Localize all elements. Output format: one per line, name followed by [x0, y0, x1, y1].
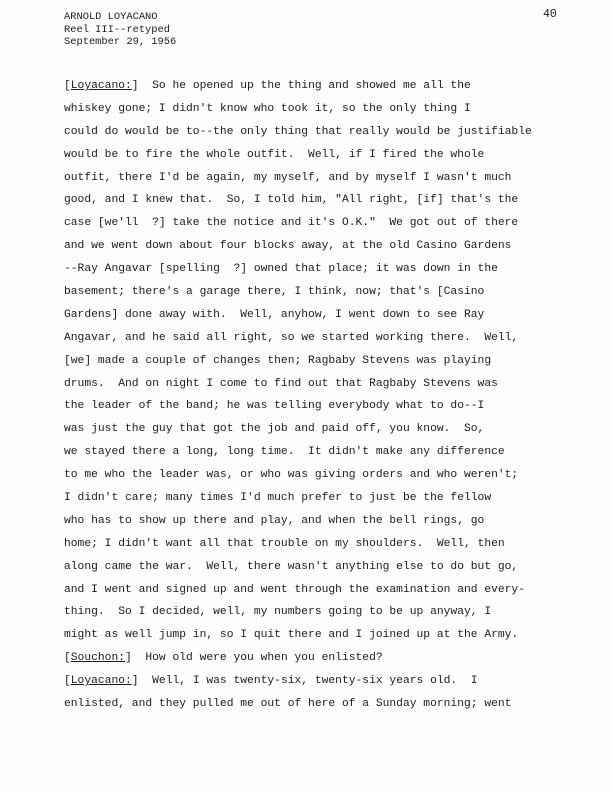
line-text: case [we'll ?] take the notice and it's O.K." We got out of there: [64, 217, 519, 230]
transcript-line: [64, 512, 600, 535]
speaker-label: Loyacano:: [70, 80, 132, 92]
transcript-line: [64, 375, 600, 398]
line-text: --Ray Angavar [spelling ?] owned that place; it was down in the: [64, 263, 498, 276]
transcript-line: [64, 466, 600, 489]
line-text: could do would be to--the only thing that really would be justifiable: [64, 125, 532, 138]
line-text: enlisted, and they pulled me out of here of a Sunday morning; went: [64, 698, 512, 711]
page-number: 40: [543, 8, 557, 21]
transcript-line: [64, 489, 600, 512]
line-text: outfit, there I'd be again, my myself, and by myself I wasn't much: [64, 171, 512, 184]
line-text: Well, I was twenty-six, twenty-six years old. I: [152, 675, 478, 688]
transcript-line: [64, 535, 600, 558]
speaker-bracket: [: [64, 675, 71, 688]
line-text: along came the war. Well, there wasn't anything else to do but go,: [64, 560, 519, 573]
line-text: would be to fire the whole outfit. Well, if I fired the whole: [64, 148, 485, 161]
line-text: and I went and signed up and went through the examination and every-: [64, 583, 525, 596]
line-text: whiskey gone; I didn't know who took it, so the only thing I: [64, 102, 471, 115]
transcript-line: [64, 283, 600, 306]
line-text: I didn't care; many times I'd much prefer to just be the fellow: [64, 492, 492, 505]
line-text: we stayed there a long, long time. It didn't make any difference: [64, 446, 505, 459]
line-text: who has to show up there and play, and when the bell rings, go: [64, 514, 485, 527]
document-header: [64, 11, 176, 49]
reel-label: Reel III--retyped: [64, 23, 171, 36]
transcript-line: [64, 237, 600, 260]
speaker-label: Loyacano:: [70, 675, 132, 688]
speaker-bracket: ]: [125, 652, 146, 665]
speaker-bracket: ]: [131, 80, 153, 92]
line-text: thing. So I decided, well, my numbers going to be up anyway, I: [64, 606, 492, 619]
transcript-line: [64, 558, 600, 581]
line-text: [we] made a couple of changes then; Ragbaby Stevens was playing: [64, 354, 492, 367]
line-text: Gardens] done away with. Well, anyhow, I went down to see Ray: [64, 308, 485, 321]
transcript-line: [64, 443, 600, 466]
transcript-line: [64, 77, 600, 100]
line-text: How old were you when you enlisted?: [145, 652, 383, 665]
speaker-bracket: [: [64, 652, 71, 665]
interviewee-name: ARNOLD LOYACANO: [64, 11, 158, 23]
transcript-line: [64, 329, 600, 352]
speaker-bracket: [: [64, 80, 71, 92]
transcript-line: [64, 420, 600, 443]
transcript-body: [64, 77, 600, 718]
transcript-line: [64, 695, 600, 718]
line-text: drums. And on night I come to find out that Ragbaby Stevens was: [64, 377, 498, 390]
line-text: good, and I knew that. So, I told him, "All right, [if] that's the: [64, 194, 519, 207]
transcript-line: [64, 146, 600, 169]
transcript-line: [64, 672, 600, 695]
line-text: So he opened up the thing and showed me all the: [152, 80, 471, 92]
speaker-bracket: ]: [131, 675, 153, 688]
line-text: might as well jump in, so I quit there and I joined up at the Army.: [64, 629, 519, 642]
transcript-line: [64, 352, 600, 375]
line-text: to me who the leader was, or who was giving orders and who weren't;: [64, 469, 519, 482]
interview-date: September 29, 1956: [64, 36, 177, 48]
transcript-line: [64, 649, 600, 672]
line-text: Angavar, and he said all right, so we started working there. Well,: [64, 331, 519, 344]
transcript-line: [64, 397, 600, 420]
transcript-line: [64, 214, 600, 237]
transcript-line: [64, 581, 600, 604]
transcript-line: [64, 260, 600, 283]
line-text: basement; there's a garage there, I think, now; that's [Casino: [64, 286, 485, 299]
transcript-line: [64, 626, 600, 649]
transcript-line: [64, 191, 600, 214]
transcript-line: [64, 100, 600, 123]
line-text: the leader of the band; he was telling everybody what to do--I: [64, 400, 485, 413]
transcript-line: [64, 169, 600, 192]
transcript-line: [64, 123, 600, 146]
speaker-label: Souchon:: [70, 652, 126, 665]
line-text: home; I didn't want all that trouble on my shoulders. Well, then: [64, 537, 505, 550]
line-text: was just the guy that got the job and paid off, you know. So,: [64, 423, 485, 436]
transcript-line: [64, 306, 600, 329]
transcript-line: [64, 603, 600, 626]
line-text: and we went down about four blocks away, at the old Casino Gardens: [64, 240, 512, 253]
